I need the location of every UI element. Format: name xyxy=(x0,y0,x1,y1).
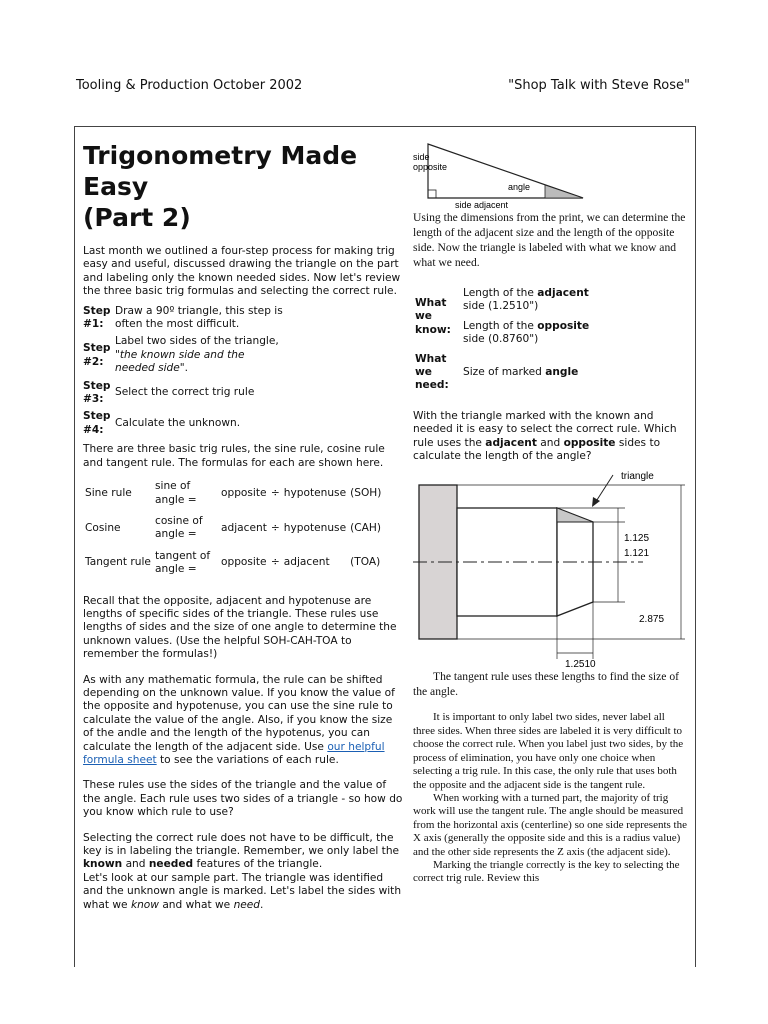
rule-row xyxy=(83,546,383,581)
rule-denominator: adjacent xyxy=(283,556,330,569)
triangle-callout: triangle xyxy=(621,471,654,483)
dimensions-paragraph: Using the dimensions from the print, we can determine the length of the adjacent size and the length of the opposite side. Now the triangle is labeled with what we know and what we need. xyxy=(413,211,686,269)
dim-1121: 1.121 xyxy=(624,548,650,560)
rule-numerator: adjacent xyxy=(221,521,267,534)
step-text: Calculate the unknown. xyxy=(115,417,241,430)
rule-abbreviation: (CAH) xyxy=(350,521,381,534)
tangent-paragraph: The tangent rule uses these lengths to find the size of the angle. xyxy=(413,670,679,699)
side-opposite-label: opposite xyxy=(413,162,448,172)
rule-function: sine of angle = xyxy=(155,480,197,506)
marked-triangle xyxy=(557,508,593,522)
step-label: Step #1: xyxy=(83,304,111,331)
publication-header: Tooling & Production October 2002 xyxy=(76,78,303,93)
step-label: Step #2: xyxy=(83,342,111,368)
known-row xyxy=(413,284,595,317)
rule-abbreviation: (SOH) xyxy=(350,486,382,499)
column-header: "Shop Talk with Steve Rose" xyxy=(508,78,690,93)
rule-numerator: opposite xyxy=(221,556,267,569)
rule-operator: ÷ xyxy=(270,521,280,534)
leader-arrow xyxy=(595,475,613,503)
rule-numerator: opposite xyxy=(221,486,267,499)
step-label: Step #4: xyxy=(83,410,111,436)
step-row xyxy=(83,378,285,409)
rule-denominator: hypotenuse xyxy=(283,521,347,534)
rules-use-paragraph: These rules use the sides of the triangle and the value of the angle. Each rule uses two sides of a triangle - so how do you know which rule to use? xyxy=(83,779,403,819)
marked-paragraph: With the triangle marked with the known and needed it is easy to select the correct rule. Which rule uses the adjacent and opposite sides to calculate the length of the angle? xyxy=(413,409,677,463)
important-paragraph: It is important to only label two sides, never label all three sides. When three sides are labeled it is very difficult to choose the correct rule. When you label just two sides, by the process of elimination, you have only one choice when selecting a trig rule. In this case, the only rule that uses both the opposite and the adjacent side is the tangent rule. xyxy=(413,711,684,791)
side-adjacent-label: side adjacent xyxy=(455,200,509,210)
rule-name: Tangent rule xyxy=(85,556,151,569)
rules-intro: There are three basic trig rules, the sine rule, cosine rule and tangent rule. The formulas for each are shown here. xyxy=(83,443,385,469)
arrow-head xyxy=(592,497,600,507)
steps-table xyxy=(83,303,285,440)
known-adjacent: Length of the adjacent side (1.2510") xyxy=(463,287,589,313)
rule-function: cosine of angle = xyxy=(155,514,203,541)
marking-paragraph: Marking the triangle correctly is the key to selecting the correct trig rule. Review this xyxy=(413,858,680,885)
angle-shading xyxy=(545,185,583,198)
needed-angle: Size of marked angle xyxy=(463,366,579,379)
known-needed-table xyxy=(413,284,595,396)
rule-name: Cosine xyxy=(85,521,121,534)
triangle-diagram xyxy=(413,140,593,210)
step-row xyxy=(83,408,285,439)
step-text: Select the correct trig rule xyxy=(115,386,255,399)
angle-label: angle xyxy=(508,182,531,192)
rule-row xyxy=(83,511,383,546)
rule-denominator: hypotenuse xyxy=(283,486,347,499)
trig-rules-table xyxy=(83,476,383,580)
turned-part-drawing xyxy=(413,469,688,669)
needed-row xyxy=(413,350,595,396)
working-paragraph: When working with a turned part, the majority of trig work will use the tangent rule. The angle should be measured from the horizontal axis (centerline) so one side represents the X axis (generally the opposite side and this is a radius value) and the other side represents the Z axis (the adjacent side). xyxy=(413,791,687,858)
rule-row xyxy=(83,476,383,511)
rule-name: Sine rule xyxy=(85,486,132,499)
step-row xyxy=(83,303,285,334)
step-label: Step #3: xyxy=(83,379,111,406)
dim-12510: 1.2510 xyxy=(565,659,596,670)
rule-operator: ÷ xyxy=(270,556,280,569)
sample-part-paragraph: Let's look at our sample part. The triangle was identified and the unknown angle is marked. Let's label the sides with what we know and what we need. xyxy=(83,871,402,911)
known-heading: What we know: xyxy=(415,296,451,336)
rule-function: tangent of angle = xyxy=(155,549,211,576)
right-angle-marker xyxy=(428,190,436,198)
dim-2875: 2.875 xyxy=(639,614,665,626)
dim-1125: 1.125 xyxy=(624,533,650,545)
right-column xyxy=(413,140,688,886)
selecting-paragraph: Selecting the correct rule does not have to be difficult, the key is in labeling the triangle. Remember, we only label the known and needed features of the triangle. xyxy=(83,831,400,871)
intro-paragraph: Last month we outlined a four-step process for making trig easy and useful, discussed drawing the triangle on the part and labeling only the known needed sides. Now let's review the three basic trig formulas and selecting the correct rule. xyxy=(83,245,401,298)
formula-sheet-link[interactable]: our helpful formula sheet xyxy=(83,740,385,766)
article-title: Trigonometry Made Easy (Part 2) xyxy=(83,141,358,232)
step-text: Draw a 90º triangle, this step is often the most difficult. xyxy=(115,304,283,331)
rule-operator: ÷ xyxy=(270,486,280,499)
known-opposite: Length of the opposite side (0.8760") xyxy=(463,319,590,346)
rule-abbreviation: (TOA) xyxy=(350,556,381,569)
side-opposite-label: side xyxy=(413,152,430,162)
step-text: Label two sides of the triangle, "the known side and the needed side". xyxy=(115,335,279,375)
left-column xyxy=(83,140,405,924)
shift-paragraph: As with any mathematic formula, the rule can be shifted depending on the unknown value. If you know the value of the opposite and hypotenuse, you can use the sine rule to calculate the value of the angle. Also, if you know the size of the andle and the length of the hypotenus, you can calculate the length of the adjacent side. Use our helpful formula sheet to see the variations of each rule. xyxy=(83,673,395,766)
recall-paragraph: Recall that the opposite, adjacent and hypotenuse are lengths of specific sides of the triangle. These rules use lengths of sides and the size of one angle to determine the unknown values. (Use the helpful SOH-CAH-TOA to remember the formulas!) xyxy=(83,594,397,661)
needed-heading: What we need: xyxy=(415,352,449,392)
step-row xyxy=(83,333,285,377)
